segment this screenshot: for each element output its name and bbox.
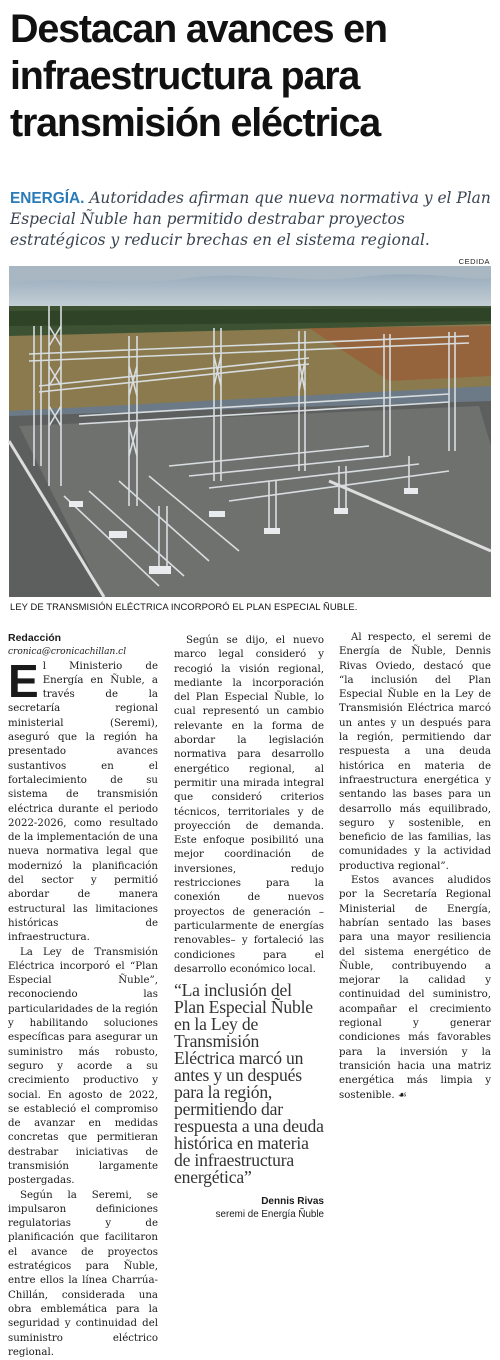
pull-quote-role: seremi de Energía Ñuble bbox=[215, 1209, 324, 1220]
end-mark-icon: ☙ bbox=[397, 1089, 407, 1101]
article-column-1 bbox=[8, 631, 158, 1358]
paragraph-4: Según se dijo, el nuevo marco legal consideró y recogió la visión regional, mediante la incorporación del Plan Especial Ñuble, lo cual representó un cambio relevante en la forma de abordar la legislación normativa para desarrollo energético regional, al permitir una mirada integral que consideró criterios técnicos, territoriales y de proyección de demanda. Este enfoque posibilitó una mejor coordinación de inversiones, redujo restricciones para la conexión de nuevos proyectos de generación –particularmente de energías renovables– y fortaleció las condiciones para el desarrollo económico local. bbox=[174, 635, 324, 975]
paragraph-5: Al respecto, el seremi de Energía de Ñuble, Dennis Rivas Oviedo, destacó que “la inclusión del Plan Especial Ñuble en la Ley de Transmisión Eléctrica marcó un antes y un después para la región, permitiendo dar respuesta a una deuda histórica en materia de infraestructura energética y sentando las bases para un desarrollo más equilibrado, seguro y sostenible, en beneficio de las familias, las comunidades y la actividad productiva regional”. bbox=[339, 632, 491, 872]
paragraph-1: El Ministerio de Energía en Ñuble, a través de la secretaría regional ministerial (Seremi), aseguró que la región ha presentado avances sustantivos en el fortalecimiento de su sistema de transmisión eléctrica durante el periodo 2022-2026, como resultado de la implementación de una nueva normativa legal que modernizó la planificación del sector y permitió abordar de manera estructural las limitaciones históricas de infraestructura. bbox=[8, 654, 158, 944]
pull-quote-text: “La inclusión del Plan Especial Ñuble en la Ley de Transmisión Eléctrica marcó un antes y un después para la región, permitiendo dar respuesta a una deuda histórica en materia de infraestructura energética” bbox=[174, 980, 324, 1187]
lead-paragraph bbox=[10, 188, 492, 251]
article-column-3 bbox=[339, 631, 491, 1103]
drop-cap: E bbox=[8, 654, 39, 707]
paragraph-6: Estos avances aludidos por la Secretaría Regional Ministerial de Energía, habrían sentado las bases para una mayor resiliencia del sistema energético de Ñuble, contribuyendo a mejorar la calidad y continuidad del suministro, acompañar el crecimiento regional y generar condiciones más favorables para la inversión y la transición hacia una matriz energética más limpia y sostenible. ☙ bbox=[339, 875, 491, 1101]
photo-caption: LEY DE TRANSMISIÓN ELÉCTRICA INCORPORÓ EL PLAN ESPECIAL ÑUBLE. bbox=[10, 601, 358, 612]
section-label: ENERGÍA. bbox=[10, 190, 85, 207]
article-column-2 bbox=[174, 634, 324, 975]
photo-credit: CEDIDA bbox=[458, 257, 490, 266]
byline-author: Redacción bbox=[8, 632, 62, 644]
byline-email: cronica@cronicachillan.cl bbox=[8, 647, 127, 658]
headline: Destacan avances en infraestructura para transmisión eléctrica bbox=[10, 7, 387, 145]
substation-illustration bbox=[9, 266, 491, 597]
pull-quote bbox=[174, 982, 324, 1220]
pull-quote-name: Dennis Rivas bbox=[261, 1196, 324, 1207]
lead-text: Autoridades afirman que nueva normativa y el Plan Especial Ñuble han permitido destrabar proyectos estratégicos y reducir brechas en el sistema regional. bbox=[10, 189, 491, 249]
substation-photo bbox=[9, 266, 491, 597]
paragraph-2: La Ley de Transmisión Eléctrica incorporó el “Plan Especial Ñuble”, reconociendo las particularidades de la región y habilitando soluciones específicas para asegurar un suministro más robusto, seguro y acorde a su crecimiento productivo y social. En agosto de 2022, se estableció el compromiso de avanzar en medidas concretas que permitieran destrabar iniciativas de transmisión largamente postergadas. bbox=[8, 946, 158, 1187]
paragraph-3: Según la Seremi, se impulsaron definiciones regulatorias y de planificación que facilitaron el avance de proyectos estratégicos para Ñuble, entre ellos la línea Charrúa-Chillán, considerada una obra emblemática para la seguridad y continuidad del suministro eléctrico regional. bbox=[8, 1189, 158, 1358]
